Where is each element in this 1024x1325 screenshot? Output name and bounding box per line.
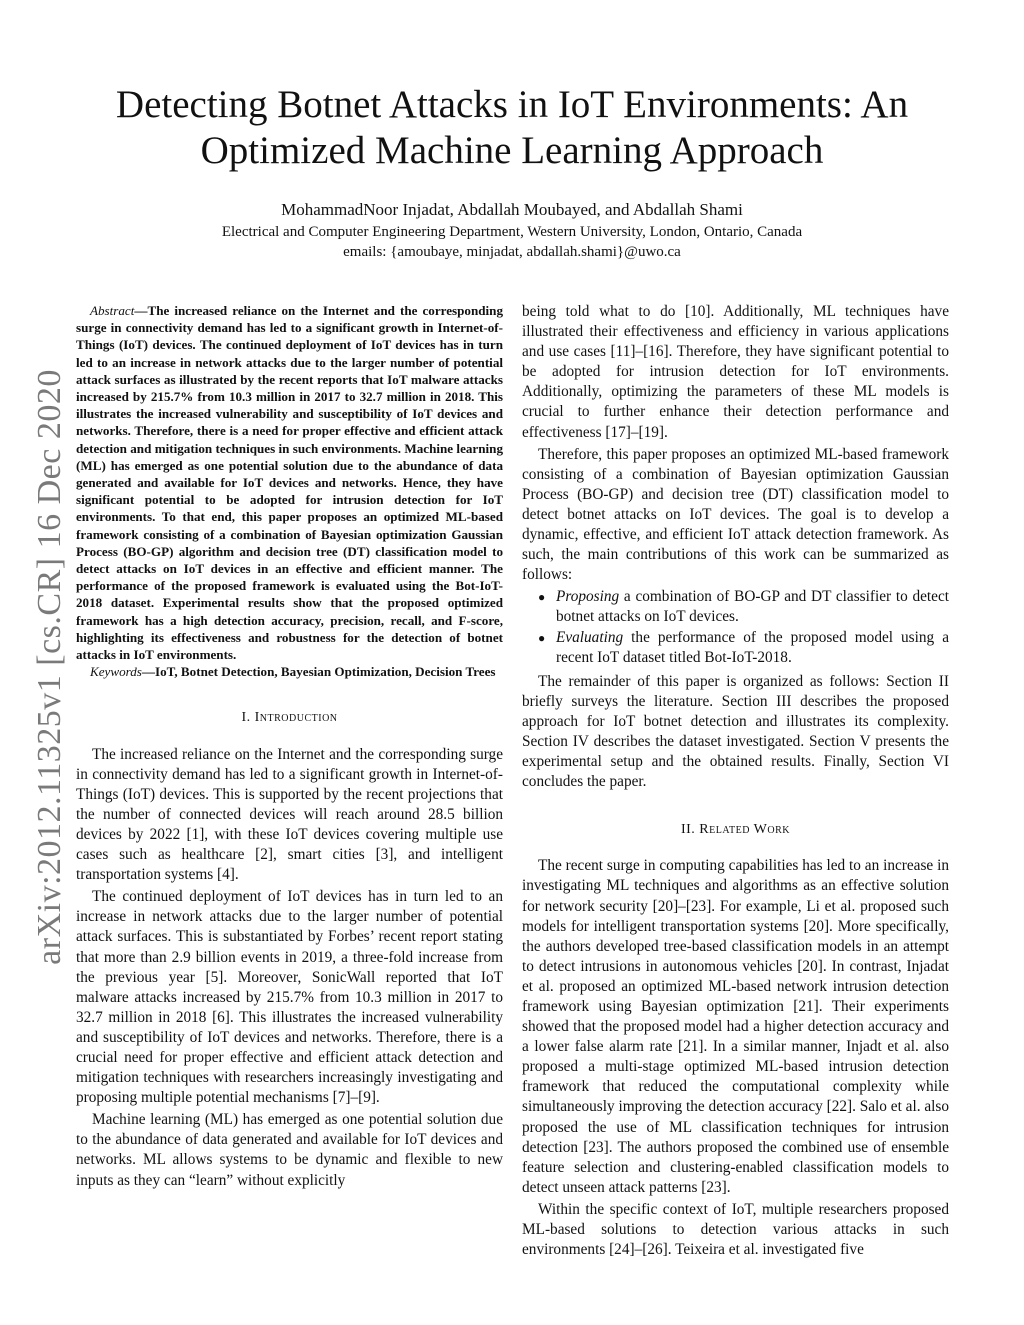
left-column — [76, 302, 503, 1191]
abstract-block — [76, 302, 503, 680]
intro-paragraph-5: Therefore, this paper proposes an optimized ML-based framework consisting of a combination of Bayesian optimization Gaussian Process (BO-GP) and decision tree (DT) classification model to detect botnet attacks on IoT devices. The goal is to develop a dynamic, effective, and efficient IoT attack detection framework. As such, the main contributions of this work can be summarized as follows: — [522, 445, 949, 584]
paper-title — [60, 82, 964, 174]
related-paragraph-2: Within the specific context of IoT, multiple researchers proposed ML-based solutions to detection various attacks in such environments [24]–[26]. Teixeira et al. investigated five — [522, 1200, 949, 1259]
contact-emails: emails: {amoubaye, minjadat, abdallah.shami}@uwo.ca — [343, 244, 681, 260]
contribution-item — [538, 587, 949, 627]
intro-paragraph-4: being told what to do [10]. Additionally, ML techniques have illustrated their effectiveness and efficiency in various applications and use cases [11]–[16]. Therefore, they have significant potential to be adopted for intrusion detection for IoT environments. Additionally, optimizing the parameters of these ML models is crucial to further enhance their detection performance and effectiveness [17]–[19]. — [522, 303, 949, 441]
title-line-1: Detecting Botnet Attacks in IoT Environments: An — [115, 83, 909, 126]
keywords-label: Keywords — [90, 664, 142, 680]
contribution-item — [538, 628, 949, 668]
related-paragraph-1: The recent surge in computing capabilities has led to an increase in investigating ML techniques and algorithms as an effective solution for network security [20]–[23]. For example, Li et al. proposed such models for intelligent transportation systems [20]. More specifically, the authors developed tree-based classification models in an attempt to detect intrusions in autonomous vehicles [20]. In contrast, Injadat et al. proposed an optimized ML-based network intrusion detection framework using Bayesian optimization [21]. Their experiments showed that the proposed model had a higher detection accuracy and a lower false alarm rate [21]. In a similar manner, Injadt et al. also proposed a multi-stage optimized ML-based intrusion detection framework that reduced the computational complexity while simultaneously improving the detection accuracy [22]. Salo et al. also proposed the use of ML classification techniques for intrusion detection [23]. The authors proposed the combined use of ensemble feature selection and clustering-enabled classification models to detect unseen attack patterns [23]. — [522, 857, 949, 1196]
keywords-text: IoT, Botnet Detection, Bayesian Optimization, Decision Trees — [154, 664, 496, 680]
intro-paragraph-3: Machine learning (ML) has emerged as one potential solution due to the abundance of data generated and available for IoT devices and networks. ML allows systems to be dynamic and flexible to new inputs as they can “learn” without explicitly — [76, 1111, 503, 1189]
contribution-verb: Evaluating — [556, 628, 624, 646]
section-heading-related-work: II. Related Work — [680, 822, 790, 838]
contribution-text: a combination of BO-GP and DT classifier to detect botnet attacks on IoT devices. — [556, 588, 949, 626]
arxiv-identifier-stamp: arXiv:2012.11325v1 [cs.CR] 16 Dec 2020 — [31, 369, 68, 965]
abstract-dash: — — [134, 303, 148, 318]
abstract-text: The increased reliance on the Internet and the corresponding surge in connectivity demand has led to a significant growth in Internet-of-Things (IoT) devices. The continued deployment of IoT devices has in turn led to an increase in network attacks due to the larger number of potential attack surfaces as illustrated by the recent reports that IoT malware attacks increased by 215.7% from 10.3 million in 2017 to 32.7 million in 2018. This illustrates the increased vulnerability and susceptibility of IoT devices and networks. Therefore, there is a need for proper effective and efficient attack detection and mitigation techniques in such environments. Machine learning (ML) has emerged as one potential solution due to the abundance of data generated and available for IoT devices and networks. Hence, they have significant potential to be adopted for intrusion detection for IoT environments. To that end, this paper proposes an optimized ML-based framework consisting of a combination of Bayesian optimization Gaussian Process (BO-GP) algorithm and decision tree (DT) classification model to detect attacks on IoT devices in an effective and efficient manner. The performance of the proposed framework is evaluated using the Bot-IoT-2018 dataset. Experimental results show that the proposed optimized framework has a high detection accuracy, precision, recall, and F-score, highlighting its effectiveness and robustness for the detection of botnet attacks in IoT environments. — [76, 303, 503, 663]
right-column — [522, 302, 949, 1260]
intro-paragraph-2: The continued deployment of IoT devices has in turn led to an increase in network attacks due to the larger number of potential attack surfaces. This is substantiated by Forbes’ recent report stating that more than 2.9 billion events in 2019, a three-fold increase from the previous year [5]. Moreover, SonicWall reported that IoT malware attacks increased by 215.7% from 10.3 million in 2017 to 32.7 million in 2018 [6]. This illustrates the increased vulnerability and susceptibility of IoT devices and networks. Therefore, there is a crucial need for proper effective and efficient attack detection and mitigation techniques with researchers increasingly investigating and proposing multiple potential mechanisms [7]–[9]. — [76, 888, 503, 1107]
paper-outline-paragraph: The remainder of this paper is organized as follows: Section II briefly surveys the literature. Section III describes the proposed approach for IoT botnet detection and illustrates its complexity. Section IV describes the dataset investigated. Section V presents the experimental setup and the obtained results. Finally, Section VI concludes the paper. — [522, 672, 949, 791]
intro-paragraph-1: The increased reliance on the Internet and the corresponding surge in connectivity demand has led to a significant growth in Internet-of-Things (IoT) devices. This is supported by the recent projections that the number of connected devices will reach around 28.5 billion devices by 2022 [1], with these IoT devices covering multiple use cases such as healthcare [2], smart cities [3], and intelligent transportation systems [4]. — [76, 745, 503, 884]
contribution-text: the performance of the proposed model using a recent IoT dataset titled Bot-IoT-2018. — [556, 628, 949, 666]
contribution-verb: Proposing — [556, 588, 620, 606]
author-list: MohammadNoor Injadat, Abdallah Moubayed, and Abdallah Shami — [281, 200, 743, 219]
bullet-icon: ● — [538, 630, 546, 645]
abstract-label: Abstract — [90, 303, 135, 318]
keywords-dash: — — [141, 664, 155, 680]
title-line-2: Optimized Machine Learning Approach — [200, 129, 824, 172]
affiliation: Electrical and Computer Engineering Department, Western University, London, Ontario, Canada — [221, 224, 803, 240]
contribution-list — [522, 587, 949, 667]
bullet-icon: ● — [538, 590, 546, 605]
section-heading-introduction: I. Introduction — [241, 710, 338, 726]
